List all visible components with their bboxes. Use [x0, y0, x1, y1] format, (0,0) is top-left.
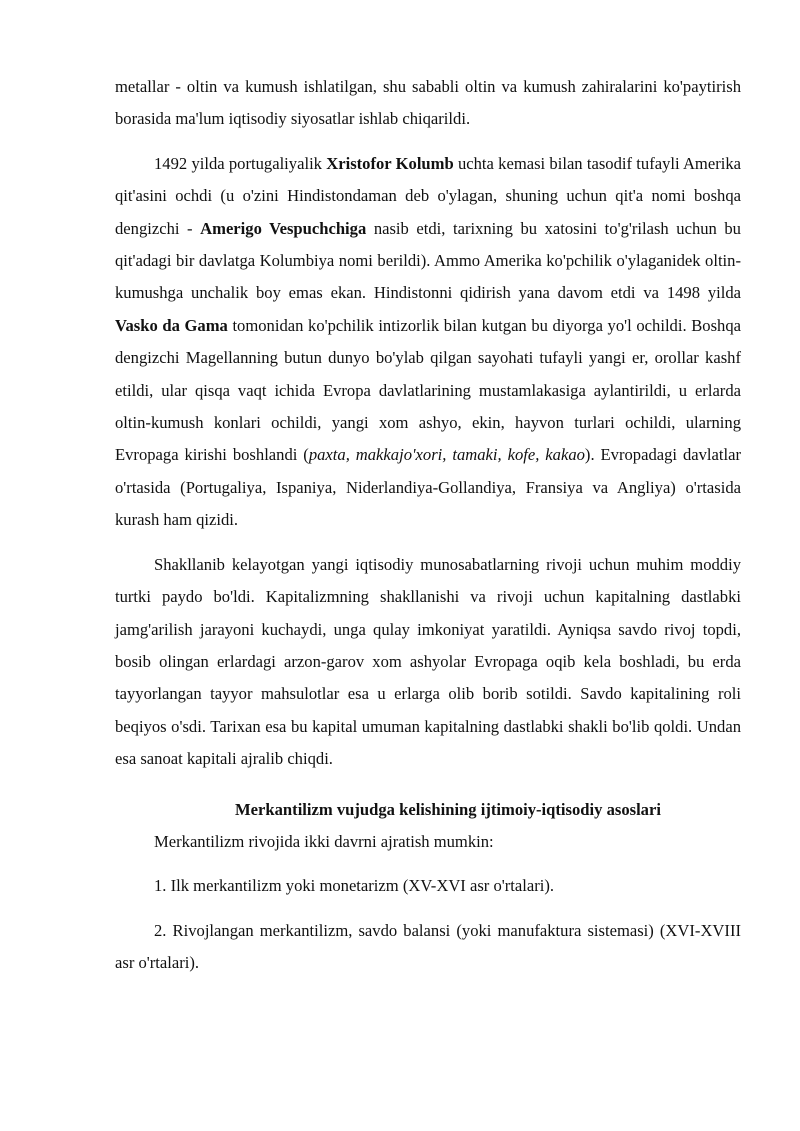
- bold-name-columbus: Xristofor Kolumb: [326, 153, 454, 173]
- paragraph-intro: metallar - oltin va kumush ishlatilgan, shu sababli oltin va kumush zahiralarini ko'paytirish borasida ma'lum iqtisodiy siyosatlar ishlab chiqarildi.: [115, 77, 741, 129]
- document-page: [115, 71, 741, 980]
- bold-name-vespucci: Amerigo Vespuchchiga: [200, 218, 367, 238]
- paragraph-discoveries: [115, 148, 741, 537]
- text-span: uchta kemasi bilan tasodif tufayli Amerika qit'asini ochdi (u o'zini Hindistondaman deb o'ylagan, shuning uchun qit'a nomi boshqa dengizchi -: [115, 153, 741, 238]
- text-span: nasib etdi, tarixning bu xatosini to'g'rilash uchun bu qit'adagi bir davlatga Kolumbiya nomi berildi). Ammo Amerika ko'pchilik o'ylaganidek oltin-kumushga unchalik boy emas ekan. Hindistonni qidirish yana davom etdi va 1498 yilda: [115, 218, 741, 303]
- text-span: ). Evropadagi davlatlar o'rtasida (Portugaliya, Ispaniya, Niderlandiya-Gollandiya, Fransiya va Angliya) o'rtasida kurash ham qizidi.: [115, 445, 741, 530]
- paragraph-capitalism: Shakllanib kelayotgan yangi iqtisodiy munosabatlarning rivoji uchun muhim moddiy turtki paydo bo'ldi. Kapitalizmning shakllanishi va rivoji uchun kapitalning dastlabki jamg'arilish jarayoni kuchaydi, unga qulay imkoniyat yaratildi. Ayniqsa savdo rivoj topdi, bosib olingan erlardagi arzon-garov xom ashyolar Evropaga oqib kela boshladi, bu erda tayyorlangan tayyor mahsulotlar esa u erlarga olib borib sotildi. Savdo kapitalining roli beqiyos o'sdi. Tarixan esa bu kapital umuman kapitalning dastlabki shakli bo'lib qoldi. Undan esa sanoat kapitali ajralib chiqdi.: [115, 554, 741, 769]
- italic-crops-list: paxta, makkajo'xori, tamaki, kofe, kakao: [308, 445, 585, 465]
- text-span: tomonidan ko'pchilik intizorlik bilan kutgan bu diyorga yo'l ochildi. Boshqa dengizchi Magellanning butun dunyo bo'ylab qilgan sayohati tufayli yangi er, orollar kashf etildi, ular qisqa vaqt ichida Evropa davlatlarining mustamlakasiga aylantirildi, u erlarda oltin-kumush konlari ochildi, yangi xom ashyo, ekin, hayvon turlari ochildi, ularning Evropaga kirishi boshlandi (: [115, 315, 742, 465]
- list-item-1: 1. Ilk merkantilizm yoki monetarizm (XV-XVI asr o'rtalari).: [154, 876, 555, 896]
- text-span: 1492 yilda portugaliyalik: [154, 153, 327, 173]
- list-item-2: 2. Rivojlangan merkantilizm, savdo balansi (yoki manufaktura sistemasi) (XVI-XVIII asr o'rtalari).: [115, 920, 741, 973]
- paragraph-periods-intro: Merkantilizm rivojida ikki davrni ajratish mumkin:: [154, 831, 494, 851]
- bold-name-vasco-da-gama: Vasko da Gama: [115, 315, 228, 335]
- section-heading: Merkantilizm vujudga kelishining ijtimoiy-iqtisodiy asoslari: [235, 799, 661, 819]
